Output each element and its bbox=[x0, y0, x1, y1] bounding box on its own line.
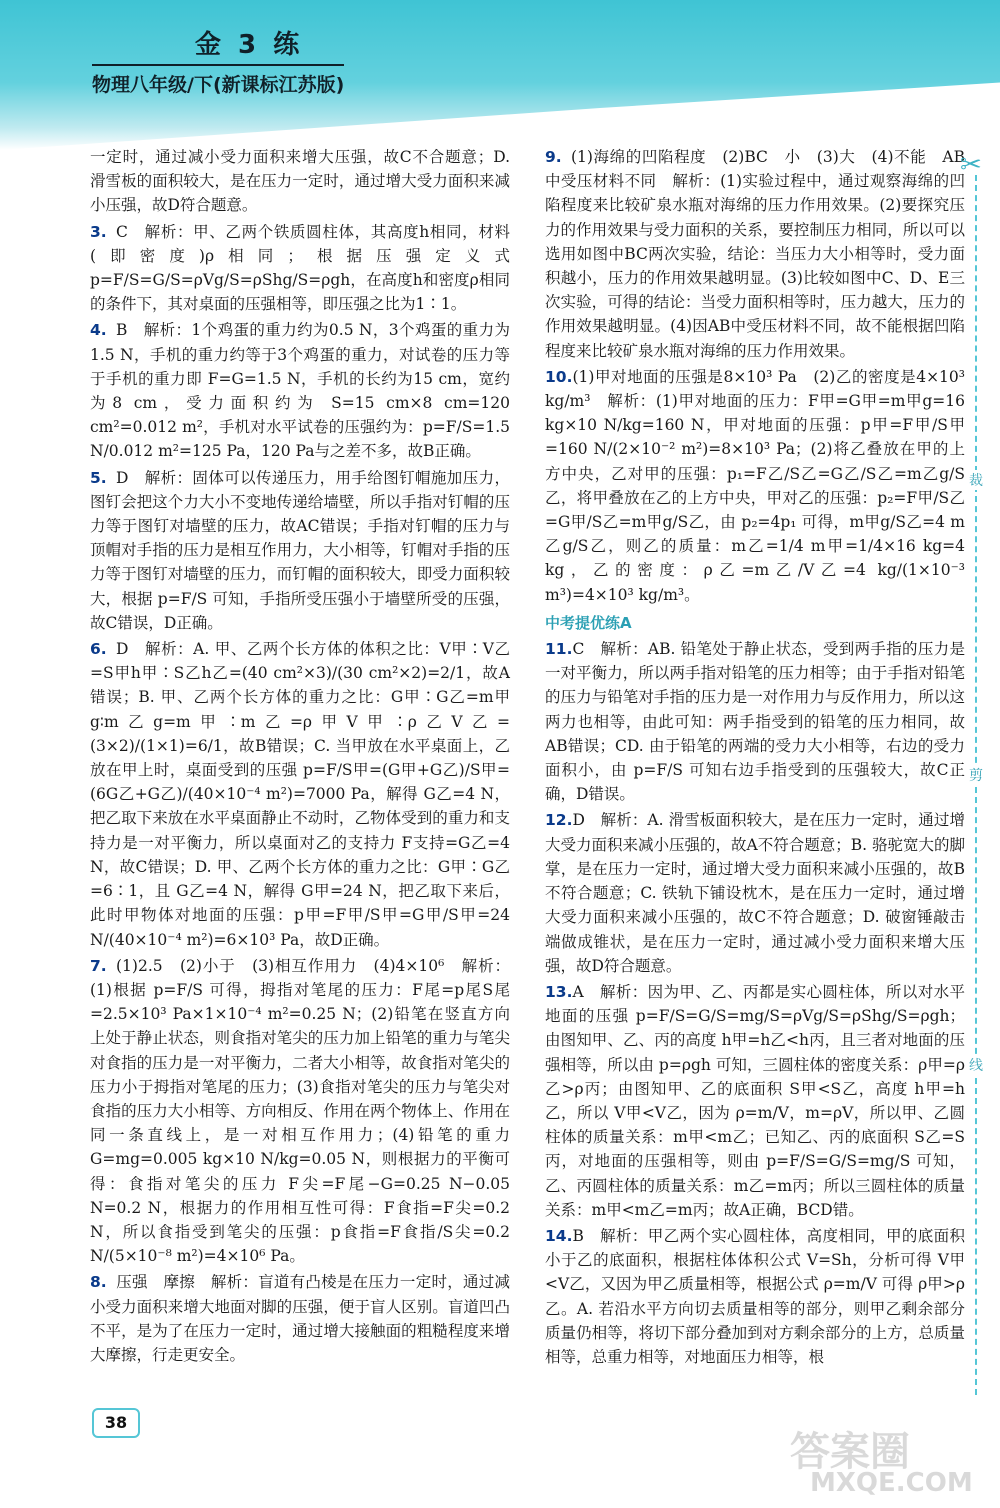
answer-text: (1)甲对地面的压强是8×10³ Pa (2)乙的密度是4×10³ kg/m³ 解析：(1)甲对地面的压力：F甲=G甲=m甲g=16 kg×10 N/kg=160 N，甲对地面的压强：p甲=F甲/S甲=160 N/(2×10⁻² m²)=8×10³ Pa；(2)将乙叠放在甲的上方中央，乙对甲的压强：p₁=F乙/S乙=G乙/S乙=m乙g/S乙，将甲叠放在乙的上方中央，甲对乙的压强：p₂=F甲/S乙=G甲/S乙=m甲g/S乙，由 p₂=4p₁ 可得，m甲g/S乙=4 m乙g/S乙，则乙的质量：m乙=1/4 m甲=1/4×16 kg=4 kg，乙的密度：ρ乙=m乙/V乙=4 kg/(1×10⁻³ m³)=4×10³ kg/m³。 bbox=[545, 367, 965, 604]
answer-text: D 解析：A. 滑雪板面积较大，是在压力一定时，通过增大受力面积来减小压强的，故A不符合题意；B. 骆驼宽大的脚掌，是在压力一定时，通过增大受力面积来减小压强的，故B不符合题意；C. 铁轨下铺设枕木，是在压力一定时，通过增大受力面积来减小压强的，故C不符合题意；D. 破窗锤敲击端做成锥状，是在压力一定时，通过减小受力面积来增大压强，故D符合题意。 bbox=[545, 811, 965, 975]
watermark-logo: 答案圈 bbox=[790, 1429, 910, 1475]
cut-label-1: 裁 bbox=[965, 470, 987, 490]
cut-line bbox=[975, 175, 977, 1395]
page-number: 38 bbox=[92, 1408, 140, 1438]
answer-text: B 解析：1个鸡蛋的重力约为0.5 N，3个鸡蛋的重力为1.5 N，手机的重力约等于3个鸡蛋的重力，对试卷的压力等于手机的重力即 F=G=1.5 N，手机的长约为15 cm，宽约为8 cm，受力面积约为 S=15 cm×8 cm=120 cm²=0.012 m²，手机对水平试卷的压强约为：p=F/S=1.5 N/0.012 m²=125 Pa，120 Pa与之差不多，故B正确。 bbox=[90, 321, 510, 461]
scissors-icon: ✂ bbox=[960, 150, 982, 180]
answer-text: A 解析：因为甲、乙、丙都是实心圆柱体，所以对水平地面的压强 p=F/S=G/S=mg/S=ρVg/S=ρShg/S=ρgh；由图知甲、乙、丙的高度 h甲=h乙<h丙，且三者对地面的压强相等，所以由 p=ρgh 可知，三圆柱体的密度关系：ρ甲=ρ乙>ρ丙；由图知甲、乙的底面积 S甲<S乙，高度 h甲=h乙，所以 V甲<V乙，因为 ρ=m/V，m=ρV，所以甲、乙圆柱体的质量关系：m甲<m乙；已知乙、丙的底面积 S乙=S丙，对地面的压强相等，则由 p=F/S=G/S=mg/S 可知，乙、丙圆柱体的质量关系：m乙=m丙；所以三圆柱体的质量关系：m甲<m乙=m丙；故A正确，BCD错。 bbox=[545, 982, 965, 1219]
answer-item bbox=[545, 980, 965, 1222]
question-number: 7. bbox=[90, 956, 107, 975]
answer-text: 压强 摩擦 解析：盲道有凸棱是在压力一定时，通过减小受力面积来增大地面对脚的压强，便于盲人区别。盲道凹凸不平，是为了在压力一定时，通过增大接触面的粗糙程度来增大摩擦，行走更安全。 bbox=[90, 1273, 510, 1364]
answer-item bbox=[545, 808, 965, 977]
brand-title: 金 3 练 bbox=[195, 30, 304, 60]
left-answer-column bbox=[90, 145, 510, 1369]
answer-item bbox=[90, 1270, 510, 1367]
answer-item bbox=[545, 365, 965, 607]
answer-text: C 解析：AB. 铅笔处于静止状态，受到两手指的压力是一对平衡力，所以两手指对铅笔的压力相等；由于手指对铅笔的压力与铅笔对手指的压力是一对作用力与反作用力，所以这两力也相等，由此可知：两手指受到的铅笔的压力相同，故AB错误；CD. 由于铅笔的两端的受力大小相等，右边的受力面积小，由 p=F/S 可知右边手指受到的压强较大，故C正确，D错误。 bbox=[545, 640, 965, 804]
answer-text: D 解析：A. 甲、乙两个长方体的体积之比：V甲∶V乙=S甲h甲∶S乙h乙=(40 cm²×3)/(30 cm²×2)=2/1，故A错误；B. 甲、乙两个长方体的重力之比：G甲∶G乙=m甲g∶m乙g=m甲∶m乙=ρ甲V甲∶ρ乙V乙=(3×2)/(1×1)=6/1，故B错误；C. 当甲放在水平桌面上，乙放在甲上时，桌面受到的压强 p=F/S甲=(G甲+G乙)/S甲=(6G乙+G乙)/(40×10⁻⁴ m²)=7000 Pa，解得 G乙=4 N，把乙取下来放在水平桌面静止不动时，乙物体受到的重力和支持力是一对平衡力，所以桌面对乙的支持力 F支持=G乙=4 N，故C错误；D. 甲、乙两个长方体的重力之比：G甲∶G乙=6∶1，且 G乙=4 N，解得 G甲=24 N，把乙取下来后，此时甲物体对地面的压强：p甲=F甲/S甲=G甲/S甲=24 N/(40×10⁻⁴ m²)=6×10³ Pa，故D正确。 bbox=[90, 640, 510, 949]
question-number: 5. bbox=[90, 468, 107, 487]
answer-item bbox=[90, 145, 510, 218]
question-number: 4. bbox=[90, 321, 107, 340]
question-number: 6. bbox=[90, 640, 107, 659]
answer-text: (1)海绵的凹陷程度 (2)BC 小 (3)大 (4)不能 AB中受压材料不同 解析：(1)实验过程中，通过观察海绵的凹陷程度来比较矿泉水瓶对海绵的压力作用效果。(2)要探究压力的作用效果与受力面积的关系，要控制压力相同，所以可以选用如图中BC两次实验，结论：当压力大小相等时，受力面积越小，压力的作用效果越明显。(3)比较如图中C、D、E三次实验，可得的结论：当受力面积相等时，压力越大，压力的作用效果越明显。(4)因AB中受压材料不同，故不能根据凹陷程度来比较矿泉水瓶对海绵的压力作用效果。 bbox=[545, 148, 965, 360]
cut-label-2: 剪 bbox=[965, 765, 987, 785]
question-number: 8. bbox=[90, 1273, 107, 1292]
answer-text: C 解析：甲、乙两个铁质圆柱体，其高度h相同，材料(即密度)ρ相同；根据压强定义式 p=F/S=G/S=ρVg/S=ρShg/S=ρgh，在高度h和密度ρ相同的条件下，其对桌面的压强相等，即压强之比为1∶1。 bbox=[90, 222, 510, 314]
answer-item bbox=[90, 466, 510, 635]
right-answer-column bbox=[545, 145, 965, 1371]
question-number: 10. bbox=[545, 367, 573, 386]
answer-item bbox=[545, 637, 965, 806]
answer-item bbox=[90, 318, 510, 463]
question-number: 11. bbox=[545, 640, 573, 659]
watermark-url: MXQE.COM bbox=[810, 1468, 973, 1498]
answer-text: (1)2.5 (2)小于 (3)相互作用力 (4)4×10⁶ 解析：(1)根据 p=F/S 可得，拇指对笔尾的压力：F尾=p尾S尾=2.5×10³ Pa×1×10⁻⁴ m²=0.25 N；(2)铅笔在竖直方向上处于静止状态，则食指对笔尖的压力加上铅笔的重力与笔尖对食指的压力是一对平衡力，二者大小相等，故食指对笔尖的压力小于拇指对笔尾的压力；(3)食指对笔尖的压力与笔尖对食指的压力大小相等、方向相反、作用在两个物体上、作用在同一条直线上，是一对相互作用力；(4)铅笔的重力 G=mg=0.005 kg×10 N/kg=0.05 N，则根据力的平衡可得：食指对笔尖的压力 F尖=F尾−G=0.25 N−0.05 N=0.2 N，根据力的作用相互性可得：F食指=F尖=0.2 N，所以食指受到笔尖的压强：p食指=F食指/S尖=0.2 N/(5×10⁻⁸ m²)=4×10⁶ Pa。 bbox=[90, 956, 510, 1266]
answer-item bbox=[90, 637, 510, 952]
question-number: 9. bbox=[545, 148, 562, 166]
question-number: 3. bbox=[90, 222, 107, 241]
cut-label-3: 线 bbox=[965, 1055, 987, 1075]
answer-text: B 解析：甲乙两个实心圆柱体，高度相同，甲的底面积小于乙的底面积，根据柱体体积公式 V=Sh，分析可得 V甲<V乙，又因为甲乙质量相等，根据公式 ρ=m/V 可得 ρ甲>ρ乙。A. 若沿水平方向切去质量相等的部分，则甲乙剩余部分质量仍相等，将切下部分叠加到对方剩余部分的上方，总质量相等，总重力相等，对地面压力相等，根 bbox=[545, 1226, 965, 1366]
answer-item bbox=[90, 220, 510, 317]
answer-text: 一定时，通过减小受力面积来增大压强，故C不合题意；D. 滑雪板的面积较大，是在压力一定时，通过增大受力面积来减小压强，故D符合题意。 bbox=[90, 148, 510, 215]
answer-text: D 解析：固体可以传递压力，用手给图钉帽施加压力，图钉会把这个力大小不变地传递给墙壁，所以手指对钉帽的压力等于图钉对墙壁的压力，故AC错误；手指对钉帽的压力与顶帽对手指的压力是相互作用力，大小相等，钉帽对手指的压力等于图钉对墙壁的压力，而钉帽的面积较大，即受力面积较大，根据 p=F/S 可知，手指所受压强小于墙壁所受的压强，故C错误，D正确。 bbox=[90, 468, 510, 632]
book-subtitle: 物理八年级/下(新课标江苏版) bbox=[92, 64, 344, 97]
section-heading: 中考提优练A bbox=[545, 613, 632, 632]
question-number: 14. bbox=[545, 1226, 573, 1245]
answer-item bbox=[545, 145, 965, 363]
question-number: 12. bbox=[545, 811, 573, 830]
answer-item bbox=[90, 954, 510, 1269]
answer-item bbox=[545, 1224, 965, 1369]
question-number: 13. bbox=[545, 982, 573, 1001]
